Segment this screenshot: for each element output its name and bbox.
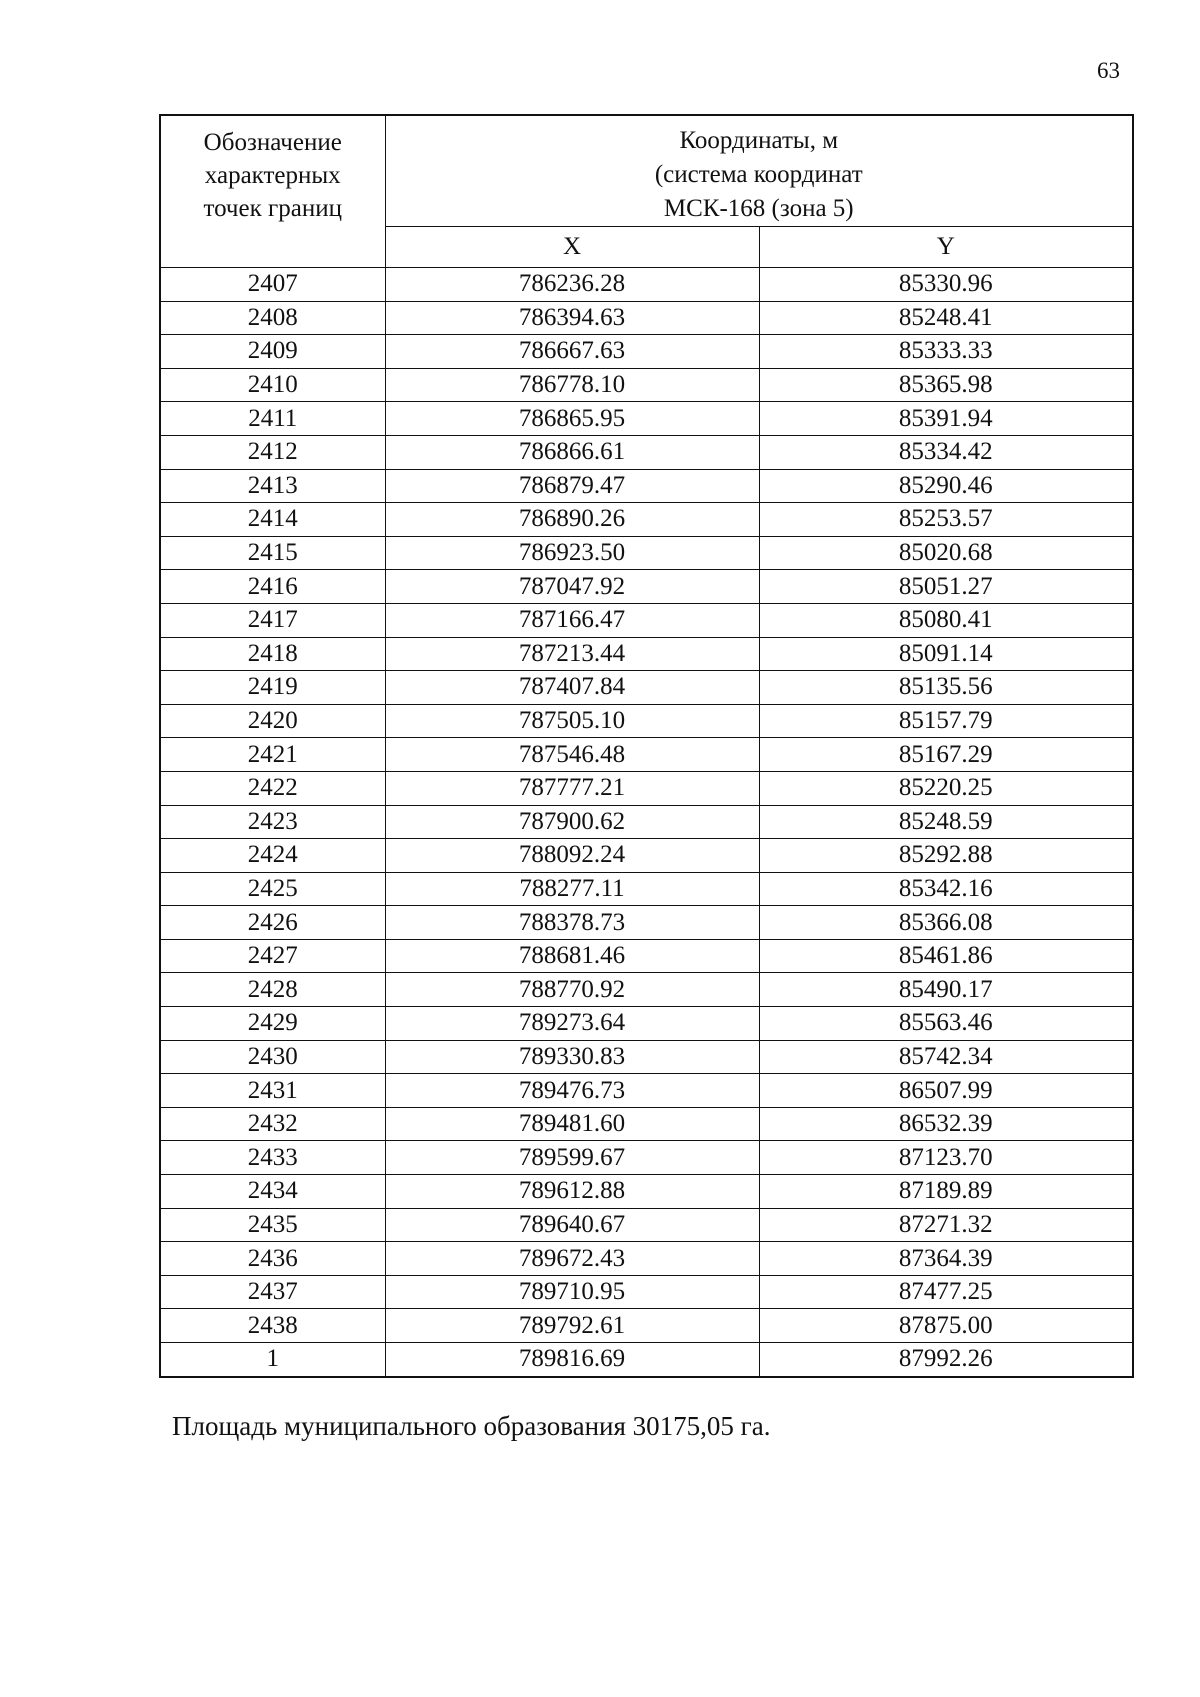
- cell-x: 789481.60: [385, 1107, 759, 1141]
- table-row: [160, 771, 1133, 805]
- cell-x: 789330.83: [385, 1040, 759, 1074]
- cell-point: 2415: [160, 536, 385, 570]
- cell-point: 2426: [160, 906, 385, 940]
- cell-x: 789816.69: [385, 1343, 759, 1377]
- cell-x: 789599.67: [385, 1141, 759, 1175]
- cell-point: 2409: [160, 335, 385, 369]
- header-coords-line: (система координат: [654, 161, 863, 188]
- table-row: [160, 704, 1133, 738]
- cell-point: 2438: [160, 1309, 385, 1343]
- cell-y: 87271.32: [759, 1208, 1133, 1242]
- cell-y: 85365.98: [759, 368, 1133, 402]
- table-row: [160, 1175, 1133, 1209]
- cell-x: 787505.10: [385, 704, 759, 738]
- cell-x: 789476.73: [385, 1074, 759, 1108]
- cell-y: 85051.27: [759, 570, 1133, 604]
- cell-x: 788378.73: [385, 906, 759, 940]
- coordinates-table: [159, 114, 1134, 1378]
- table-row: [160, 1074, 1133, 1108]
- cell-point: 2421: [160, 738, 385, 772]
- cell-point: 2407: [160, 268, 385, 302]
- table-row: [160, 1275, 1133, 1309]
- cell-point: 2417: [160, 603, 385, 637]
- cell-y: 85157.79: [759, 704, 1133, 738]
- cell-y: 85490.17: [759, 973, 1133, 1007]
- cell-x: 786879.47: [385, 469, 759, 503]
- cell-point: 2411: [160, 402, 385, 436]
- cell-point: 2428: [160, 973, 385, 1007]
- cell-point: 2410: [160, 368, 385, 402]
- cell-x: 786890.26: [385, 503, 759, 537]
- table-header: [160, 115, 1133, 268]
- cell-point: 2430: [160, 1040, 385, 1074]
- cell-point: 2427: [160, 939, 385, 973]
- cell-y: 87189.89: [759, 1175, 1133, 1209]
- cell-y: 85563.46: [759, 1007, 1133, 1041]
- cell-x: 786866.61: [385, 435, 759, 469]
- table-row: [160, 570, 1133, 604]
- cell-x: 787407.84: [385, 671, 759, 705]
- cell-x: 786236.28: [385, 268, 759, 302]
- header-coords-line: Координаты, м: [679, 127, 839, 154]
- cell-y: 85248.41: [759, 301, 1133, 335]
- table-row: [160, 435, 1133, 469]
- table-row: [160, 402, 1133, 436]
- cell-x: 789710.95: [385, 1275, 759, 1309]
- table-row: [160, 637, 1133, 671]
- cell-x: 787777.21: [385, 771, 759, 805]
- cell-x: 786667.63: [385, 335, 759, 369]
- cell-x: 788092.24: [385, 839, 759, 873]
- cell-x: 788770.92: [385, 973, 759, 1007]
- cell-y: 85366.08: [759, 906, 1133, 940]
- cell-point: 2425: [160, 872, 385, 906]
- cell-y: 87364.39: [759, 1242, 1133, 1276]
- cell-y: 85342.16: [759, 872, 1133, 906]
- cell-y: 85330.96: [759, 268, 1133, 302]
- cell-point: 2437: [160, 1275, 385, 1309]
- cell-x: 788681.46: [385, 939, 759, 973]
- cell-y: 85167.29: [759, 738, 1133, 772]
- table-row: [160, 301, 1133, 335]
- cell-y: 87123.70: [759, 1141, 1133, 1175]
- table-row: [160, 973, 1133, 1007]
- table-row: [160, 906, 1133, 940]
- cell-y: 85391.94: [759, 402, 1133, 436]
- cell-y: 87875.00: [759, 1309, 1133, 1343]
- header-point-line: Обозначение: [203, 129, 342, 156]
- cell-y: 85253.57: [759, 503, 1133, 537]
- cell-y: 85220.25: [759, 771, 1133, 805]
- table-row: [160, 671, 1133, 705]
- cell-x: 786923.50: [385, 536, 759, 570]
- cell-point: 2420: [160, 704, 385, 738]
- cell-x: 787546.48: [385, 738, 759, 772]
- table-row: [160, 1309, 1133, 1343]
- cell-point: 2436: [160, 1242, 385, 1276]
- table-row: [160, 536, 1133, 570]
- table-row: [160, 939, 1133, 973]
- table-row: [160, 1007, 1133, 1041]
- header-point-line: точек границ: [203, 195, 342, 222]
- cell-point: 2422: [160, 771, 385, 805]
- table-row: [160, 1208, 1133, 1242]
- table-row: [160, 805, 1133, 839]
- cell-y: 85091.14: [759, 637, 1133, 671]
- cell-point: 2432: [160, 1107, 385, 1141]
- cell-x: 787047.92: [385, 570, 759, 604]
- cell-point: 2435: [160, 1208, 385, 1242]
- header-point-line: характерных: [204, 162, 341, 189]
- cell-y: 85742.34: [759, 1040, 1133, 1074]
- table-row: [160, 335, 1133, 369]
- cell-x: 789273.64: [385, 1007, 759, 1041]
- cell-y: 86507.99: [759, 1074, 1133, 1108]
- page-number: 63: [1097, 58, 1120, 83]
- cell-x: 786865.95: [385, 402, 759, 436]
- cell-y: 87992.26: [759, 1343, 1133, 1377]
- cell-point: 2413: [160, 469, 385, 503]
- cell-x: 786778.10: [385, 368, 759, 402]
- header-coordinates: [385, 115, 1133, 227]
- cell-y: 85461.86: [759, 939, 1133, 973]
- table-row: [160, 268, 1133, 302]
- area-note: Площадь муниципального образования 30175,05 га.: [172, 1411, 771, 1441]
- table-row: [160, 1242, 1133, 1276]
- cell-x: 787900.62: [385, 805, 759, 839]
- cell-point: 2418: [160, 637, 385, 671]
- cell-point: 2416: [160, 570, 385, 604]
- table-row: [160, 1343, 1133, 1377]
- cell-y: 85135.56: [759, 671, 1133, 705]
- header-x: X: [385, 227, 759, 268]
- coordinates-table-container: [159, 114, 1132, 1378]
- cell-x: 786394.63: [385, 301, 759, 335]
- cell-x: 789640.67: [385, 1208, 759, 1242]
- table-row: [160, 839, 1133, 873]
- cell-x: 787213.44: [385, 637, 759, 671]
- cell-point: 2419: [160, 671, 385, 705]
- cell-y: 85020.68: [759, 536, 1133, 570]
- cell-point: 1: [160, 1343, 385, 1377]
- cell-point: 2423: [160, 805, 385, 839]
- cell-point: 2429: [160, 1007, 385, 1041]
- cell-y: 86532.39: [759, 1107, 1133, 1141]
- cell-y: 85290.46: [759, 469, 1133, 503]
- cell-point: 2434: [160, 1175, 385, 1209]
- cell-y: 85080.41: [759, 603, 1133, 637]
- cell-point: 2424: [160, 839, 385, 873]
- cell-point: 2433: [160, 1141, 385, 1175]
- cell-point: 2414: [160, 503, 385, 537]
- cell-x: 787166.47: [385, 603, 759, 637]
- cell-point: 2412: [160, 435, 385, 469]
- cell-x: 789612.88: [385, 1175, 759, 1209]
- cell-x: 789672.43: [385, 1242, 759, 1276]
- table-body: [160, 268, 1133, 1377]
- cell-y: 87477.25: [759, 1275, 1133, 1309]
- table-row: [160, 469, 1133, 503]
- table-row: [160, 503, 1133, 537]
- cell-point: 2408: [160, 301, 385, 335]
- header-point-designation: [160, 115, 385, 268]
- table-row: [160, 1141, 1133, 1175]
- table-row: [160, 603, 1133, 637]
- table-row: [160, 368, 1133, 402]
- cell-x: 789792.61: [385, 1309, 759, 1343]
- table-row: [160, 738, 1133, 772]
- cell-x: 788277.11: [385, 872, 759, 906]
- table-row: [160, 1107, 1133, 1141]
- cell-y: 85248.59: [759, 805, 1133, 839]
- header-y: Y: [759, 227, 1133, 268]
- table-row: [160, 1040, 1133, 1074]
- cell-y: 85292.88: [759, 839, 1133, 873]
- header-coords-line: МСК-168 (зона 5): [663, 195, 854, 222]
- cell-point: 2431: [160, 1074, 385, 1108]
- cell-y: 85333.33: [759, 335, 1133, 369]
- table-row: [160, 872, 1133, 906]
- cell-y: 85334.42: [759, 435, 1133, 469]
